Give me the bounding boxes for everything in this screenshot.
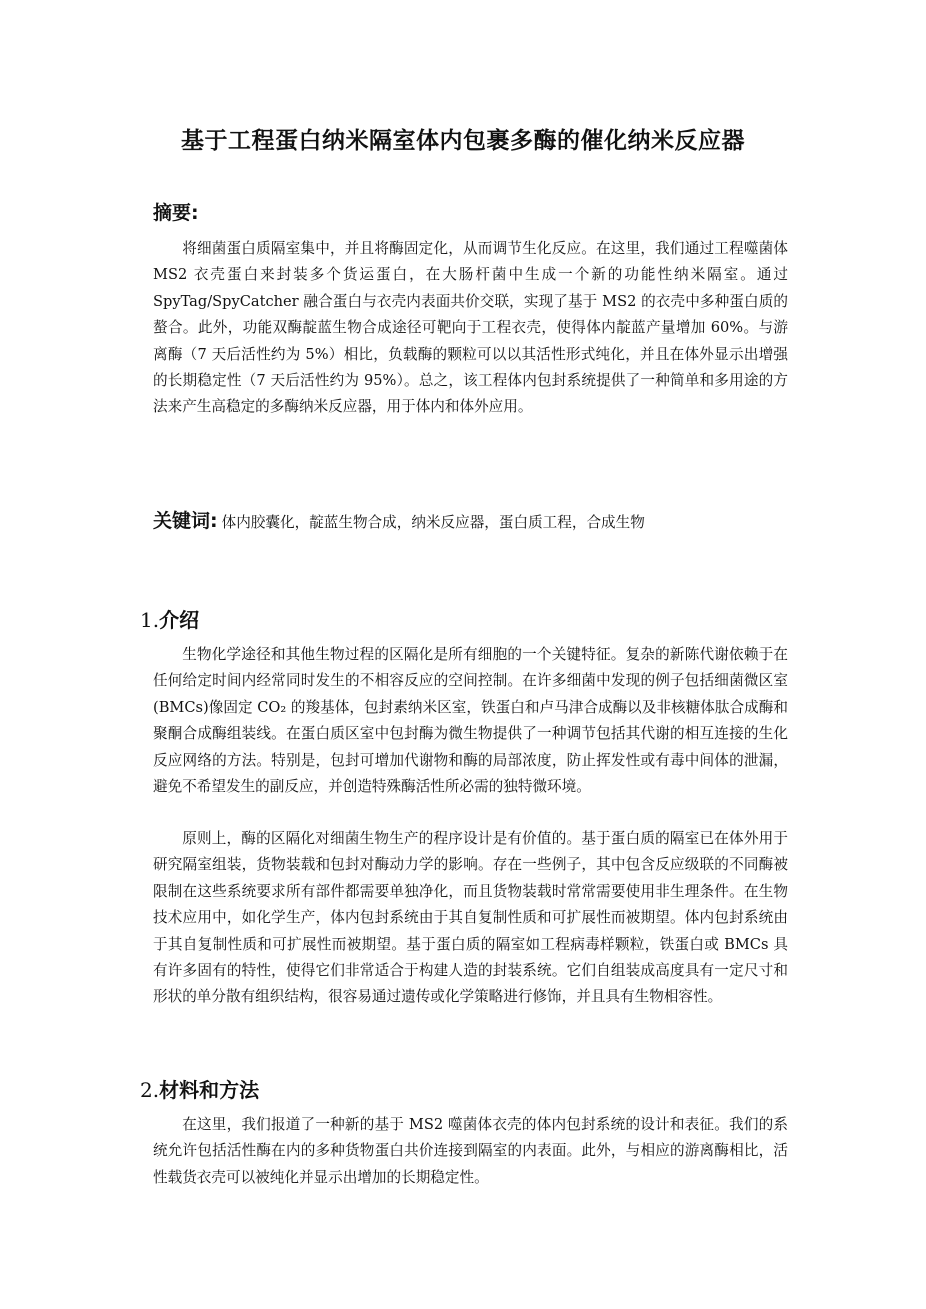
paper-title: 基于工程蛋白纳米隔室体内包裹多酶的催化纳米反应器 xyxy=(181,128,745,154)
section-title: 介绍 xyxy=(159,608,200,632)
section-heading-introduction xyxy=(140,604,199,633)
introduction-paragraph: 生物化学途径和其他生物过程的区隔化是所有细胞的一个关键特征。复杂的新陈代谢依赖于在任何给定时间内经常同时发生的不相容反应的空间控制。在许多细菌中发现的例子包括细菌微区室(BMCs)像固定 CO₂ 的羧基体，包封素纳米区室，铁蛋白和卢马津合成酶以及非核糖体肽合成酶和聚酮合成酶组装线。在蛋白质区室中包封酶为微生物提供了一种调节包括其代谢的相互连接的生化反应网络的方法。特别是，包封可增加代谢物和酶的局部浓度，防止挥发性或有毒中间体的泄漏，避免不希望发生的副反应，并创造特殊酶活性所必需的独特微环境。 xyxy=(153,646,788,796)
abstract-heading: 摘要: xyxy=(153,202,199,224)
keywords-label: 关键词: xyxy=(153,510,218,532)
methods-paragraph: 在这里，我们报道了一种新的基于 MS2 噬菌体衣壳的体内包封系统的设计和表征。我们的系统允许包括活性酶在内的多种货物蛋白共价连接到隔室的内表面。此外，与相应的游离酶相比，活性载货衣壳可以被纯化并显示出增加的长期稳定性。 xyxy=(153,1116,788,1186)
keywords-line xyxy=(153,506,793,533)
section-number: 2. xyxy=(140,1078,160,1102)
section-heading-methods xyxy=(140,1074,259,1103)
keywords-text: 体内胶囊化，靛蓝生物合成，纳米反应器，蛋白质工程，合成生物 xyxy=(221,514,645,531)
introduction-paragraph: 原则上，酶的区隔化对细菌生物生产的程序设计是有价值的。基于蛋白质的隔室已在体外用于研究隔室组装，货物装载和包封对酶动力学的影响。存在一些例子，其中包含反应级联的不同酶被限制在这些系统要求所有部件都需要单独净化，而且货物装载时常常需要使用非生理条件。在生物技术应用中，如化学生产，体内包封系统由于其自复制性质和可扩展性而被期望。体内包封系统由于其自复制性质和可扩展性而被期望。基于蛋白质的隔室如工程病毒样颗粒，铁蛋白或 BMCs 具有许多固有的特性，使得它们非常适合于构建人造的封装系统。它们自组装成高度具有一定尺寸和形状的单分散有组织结构，很容易通过遗传或化学策略进行修饰，并且具有生物相容性。 xyxy=(153,830,788,1006)
abstract-body: 将细菌蛋白质隔室集中，并且将酶固定化，从而调节生化反应。在这里，我们通过工程噬菌体 MS2 衣壳蛋白来封装多个货运蛋白，在大肠杆菌中生成一个新的功能性纳米隔室。通过 SpyTag/SpyCatcher 融合蛋白与衣壳内表面共价交联，实现了基于 MS2 的衣壳中多种蛋白质的螯合。此外，功能双酶靛蓝生物合成途径可靶向于工程衣壳，使得体内靛蓝产量增加 60%。与游离酶（7 天后活性约为 5%）相比，负载酶的颗粒可以以其活性形式纯化，并且在体外显示出增强的长期稳定性（7 天后活性约为 95%）。总之，该工程体内包封系统提供了一种简单和多用途的方法来产生高稳定的多酶纳米反应器，用于体内和体外应用。 xyxy=(153,240,788,416)
section-title: 材料和方法 xyxy=(159,1078,260,1102)
section-number: 1. xyxy=(140,608,160,632)
